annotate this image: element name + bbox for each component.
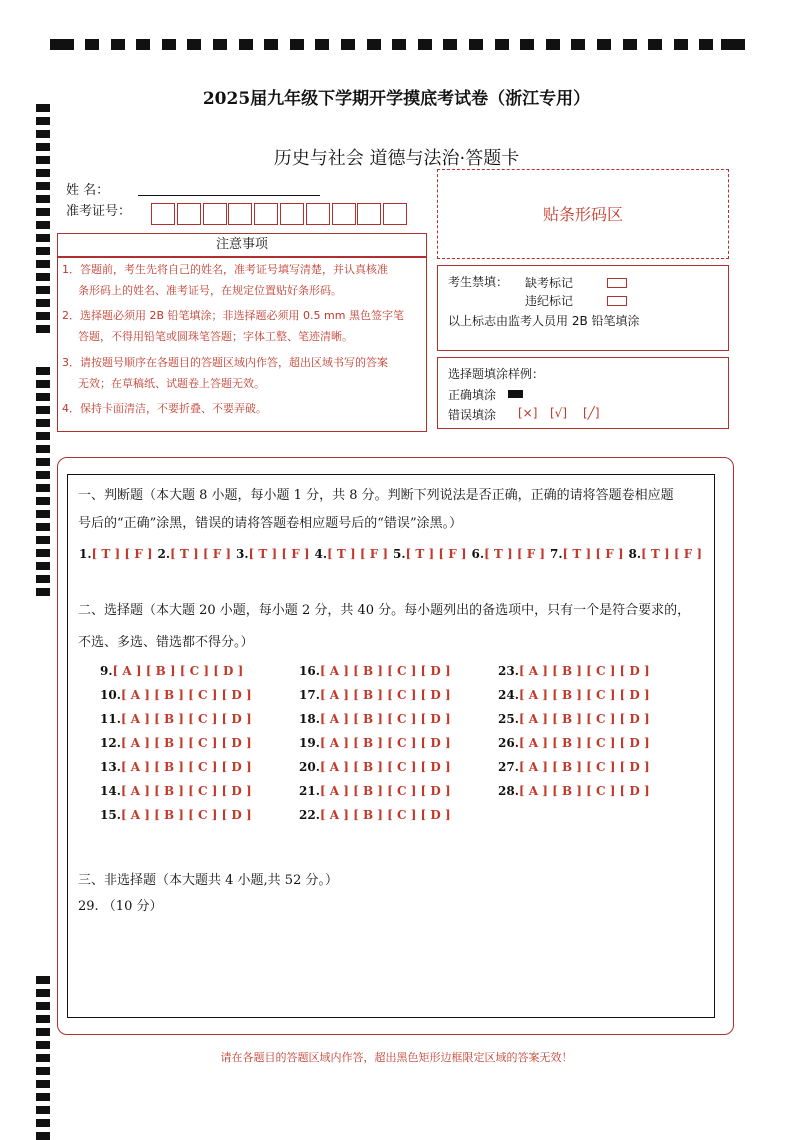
- timing-mark: [213, 39, 227, 50]
- timing-mark: [648, 39, 662, 50]
- mc-item[interactable]: [299, 760, 451, 774]
- mc-item[interactable]: [498, 688, 650, 702]
- timing-mark: [36, 1015, 50, 1023]
- timing-mark: [443, 39, 457, 50]
- id-digit-box[interactable]: [228, 203, 252, 225]
- mc-item[interactable]: [299, 712, 451, 726]
- question-number: 6.: [471, 547, 485, 561]
- mc-options[interactable]: [ A ] [ B ] [ C ] [ D ]: [518, 664, 650, 678]
- timing-mark: [597, 39, 611, 50]
- notice-item: 2．选择题必须用 2B 铅笔填涂；非选择题必须用 0.5 mm 黑色签字笔: [62, 309, 404, 322]
- absent-checkbox[interactable]: [607, 278, 627, 288]
- judge-options[interactable]: [ T ] [ F ]: [170, 547, 232, 561]
- judge-item[interactable]: [550, 547, 624, 561]
- timing-mark: [36, 432, 50, 440]
- question-number: 12.: [100, 736, 121, 750]
- id-digit-box[interactable]: [280, 203, 304, 225]
- timing-mark: [36, 562, 50, 570]
- section1-desc: 号后的“正确”涂黑，错误的请将答题卷相应题号后的“错误”涂黑。）: [78, 516, 463, 531]
- timing-mark: [36, 130, 50, 138]
- judge-options[interactable]: [ T ] [ F ]: [248, 547, 310, 561]
- question-number: 23.: [498, 664, 519, 678]
- question-number: 28.: [498, 784, 519, 798]
- judge-item[interactable]: [79, 547, 153, 561]
- timing-mark: [36, 247, 50, 255]
- notice-item: 无效；在草稿纸、试题卷上答题无效。: [78, 377, 265, 390]
- timing-mark: [36, 380, 50, 388]
- timing-mark: [36, 575, 50, 583]
- timing-mark: [721, 39, 745, 50]
- question-number: 14.: [100, 784, 121, 798]
- mc-options[interactable]: [ A ] [ B ] [ C ] [ D ]: [319, 784, 451, 798]
- notice-item: 答题，不得用铅笔或圆珠笔答题；字体工整、笔迹清晰。: [78, 330, 353, 343]
- timing-mark: [36, 471, 50, 479]
- mc-item[interactable]: [299, 808, 451, 822]
- violate-checkbox[interactable]: [607, 296, 627, 306]
- timing-mark: [495, 39, 509, 50]
- judge-options[interactable]: [ T ] [ F ]: [91, 547, 153, 561]
- mc-item[interactable]: [498, 736, 650, 750]
- mc-item[interactable]: [100, 760, 252, 774]
- notice-item: 3．请按题号顺序在各题目的答题区域内作答，超出区域书写的答案: [62, 356, 388, 369]
- id-digit-box[interactable]: [151, 203, 175, 225]
- timing-mark: [111, 39, 125, 50]
- mc-item[interactable]: [299, 664, 451, 678]
- timing-mark: [36, 1080, 50, 1088]
- mc-item[interactable]: [498, 664, 650, 678]
- question-number: 19.: [299, 736, 320, 750]
- timing-mark: [36, 1119, 50, 1127]
- wrong-mark: [╱]: [583, 406, 600, 420]
- footer-note: 请在各题目的答题区域内作答，超出黑色矩形边框限定区域的答案无效！: [220, 1051, 573, 1064]
- mc-item[interactable]: [299, 688, 451, 702]
- mc-options[interactable]: [ A ] [ B ] [ C ] [ D ]: [319, 736, 451, 750]
- wrong-mark: [×]: [518, 406, 538, 420]
- timing-mark: [36, 536, 50, 544]
- question-number: 17.: [299, 688, 320, 702]
- timing-mark: [264, 39, 278, 50]
- timing-mark: [239, 39, 253, 50]
- notice-item: 1．答题前，考生先将自己的姓名，准考证号填写清楚，并认真核准: [62, 263, 388, 276]
- question-number: 26.: [498, 736, 519, 750]
- timing-mark: [699, 39, 713, 50]
- notice-item: 4．保持卡面清洁，不要折叠、不要弄破。: [62, 402, 267, 415]
- name-label: 姓 名：: [66, 183, 110, 198]
- mc-item[interactable]: [498, 760, 650, 774]
- page-subtitle: 历史与社会 道德与法治·答题卡: [273, 148, 520, 169]
- mc-options[interactable]: [ A ] [ B ] [ C ] [ D ]: [112, 664, 244, 678]
- timing-mark: [315, 39, 329, 50]
- mc-options[interactable]: [ A ] [ B ] [ C ] [ D ]: [319, 760, 451, 774]
- mc-options[interactable]: [ A ] [ B ] [ C ] [ D ]: [518, 784, 650, 798]
- mc-options[interactable]: [ A ] [ B ] [ C ] [ D ]: [120, 808, 252, 822]
- timing-mark: [36, 976, 50, 984]
- section1-desc: 一、判断题（本大题 8 小题，每小题 1 分，共 8 分。判断下列说法是否正确，正确的请将答题卷相应题: [78, 488, 674, 503]
- wrong-label: 错误填涂: [448, 408, 497, 422]
- judge-options[interactable]: [ T ] [ F ]: [484, 547, 546, 561]
- timing-mark: [674, 39, 688, 50]
- mc-options[interactable]: [ A ] [ B ] [ C ] [ D ]: [120, 712, 252, 726]
- timing-mark: [36, 286, 50, 294]
- id-digit-box[interactable]: [357, 203, 381, 225]
- timing-mark: [36, 234, 50, 242]
- mc-options[interactable]: [ A ] [ B ] [ C ] [ D ]: [319, 688, 451, 702]
- notice-item: 条形码上的姓名、准考证号，在规定位置贴好条形码。: [78, 284, 342, 297]
- id-digit-box[interactable]: [383, 203, 407, 225]
- mc-options[interactable]: [ A ] [ B ] [ C ] [ D ]: [319, 808, 451, 822]
- id-digit-box[interactable]: [332, 203, 356, 225]
- mc-item[interactable]: [100, 664, 243, 678]
- judge-options[interactable]: [ T ] [ F ]: [562, 547, 624, 561]
- timing-mark: [36, 989, 50, 997]
- mc-options[interactable]: [ A ] [ B ] [ C ] [ D ]: [518, 760, 650, 774]
- judge-item[interactable]: [472, 547, 546, 561]
- mc-item[interactable]: [299, 784, 451, 798]
- timing-mark: [36, 1041, 50, 1049]
- filled-sample: [508, 390, 523, 398]
- judge-item[interactable]: [393, 547, 467, 561]
- section3-title: 三、非选择题（本大题共 4 小题,共 52 分。）: [78, 873, 338, 888]
- timing-mark: [136, 39, 150, 50]
- timing-mark: [546, 39, 560, 50]
- judge-item[interactable]: [315, 547, 389, 561]
- question-number: 11.: [100, 712, 121, 726]
- id-digit-box[interactable]: [177, 203, 201, 225]
- violate-label: 违纪标记: [525, 294, 574, 308]
- question-number: 22.: [299, 808, 320, 822]
- mc-item[interactable]: [100, 784, 252, 798]
- id-digit-box[interactable]: [306, 203, 330, 225]
- mc-item[interactable]: [299, 736, 451, 750]
- question-number: 1.: [79, 547, 92, 561]
- question-number: 7.: [550, 547, 563, 561]
- timing-mark: [36, 419, 50, 427]
- timing-mark: [36, 1028, 50, 1036]
- correct-label: 正确填涂: [448, 388, 497, 402]
- mc-options[interactable]: [ A ] [ B ] [ C ] [ D ]: [120, 736, 252, 750]
- question-number: 24.: [498, 688, 519, 702]
- mc-options[interactable]: [ A ] [ B ] [ C ] [ D ]: [120, 688, 252, 702]
- id-digit-box[interactable]: [203, 203, 227, 225]
- mc-options[interactable]: [ A ] [ B ] [ C ] [ D ]: [518, 688, 650, 702]
- timing-mark: [36, 221, 50, 229]
- timing-mark: [36, 458, 50, 466]
- timing-mark: [36, 1106, 50, 1114]
- notice-title: 注意事项: [57, 233, 427, 257]
- timing-mark: [36, 312, 50, 320]
- timing-mark: [36, 406, 50, 414]
- id-digit-box[interactable]: [254, 203, 278, 225]
- name-field[interactable]: [138, 194, 320, 196]
- timing-mark: [36, 299, 50, 307]
- timing-mark: [392, 39, 406, 50]
- barcode-area: [437, 169, 729, 259]
- question-number: 4.: [314, 547, 328, 561]
- question-number: 10.: [100, 688, 121, 702]
- timing-mark: [36, 169, 50, 177]
- timing-mark: [418, 39, 432, 50]
- timing-mark: [341, 39, 355, 50]
- timing-mark: [520, 39, 534, 50]
- timing-mark: [469, 39, 483, 50]
- id-label: 准考证号：: [66, 204, 132, 219]
- question-number: 13.: [100, 760, 121, 774]
- timing-mark: [367, 39, 381, 50]
- question-29: 29. （10 分）: [78, 899, 163, 914]
- absent-label: 缺考标记: [525, 276, 574, 290]
- mc-options[interactable]: [ A ] [ B ] [ C ] [ D ]: [518, 712, 650, 726]
- question-number: 16.: [299, 664, 320, 678]
- timing-mark: [36, 117, 50, 125]
- mc-options[interactable]: [ A ] [ B ] [ C ] [ D ]: [319, 712, 451, 726]
- judge-options[interactable]: [ T ] [ F ]: [327, 547, 389, 561]
- timing-mark: [36, 325, 50, 333]
- timing-mark: [36, 182, 50, 190]
- mc-item[interactable]: [100, 688, 252, 702]
- timing-mark: [36, 549, 50, 557]
- timing-mark: [36, 367, 50, 375]
- question-number: 21.: [299, 784, 320, 798]
- forbid-note: 以上标志由监考人员用 2B 铅笔填涂: [448, 314, 640, 328]
- mc-options[interactable]: [ A ] [ B ] [ C ] [ D ]: [120, 784, 252, 798]
- judge-options[interactable]: [ T ] [ F ]: [641, 547, 703, 561]
- timing-mark: [36, 393, 50, 401]
- timing-mark: [36, 497, 50, 505]
- mc-item[interactable]: [100, 808, 252, 822]
- section2-desc: 二、选择题（本大题 20 小题，每小题 2 分，共 40 分。每小题列出的备选项中，只有一个是符合要求的，: [78, 603, 691, 618]
- mc-options[interactable]: [ A ] [ B ] [ C ] [ D ]: [518, 736, 650, 750]
- question-number: 15.: [100, 808, 121, 822]
- mc-item[interactable]: [498, 712, 650, 726]
- mc-options[interactable]: [ A ] [ B ] [ C ] [ D ]: [120, 760, 252, 774]
- wrong-mark: [√]: [550, 406, 568, 420]
- timing-mark: [36, 445, 50, 453]
- timing-mark: [36, 195, 50, 203]
- timing-mark: [162, 39, 176, 50]
- judge-item[interactable]: [158, 547, 232, 561]
- timing-mark: [36, 1093, 50, 1101]
- timing-mark: [85, 39, 99, 50]
- sample-title: 选择题填涂样例：: [448, 367, 545, 381]
- timing-mark: [571, 39, 585, 50]
- judge-item[interactable]: [236, 547, 310, 561]
- timing-mark: [36, 208, 50, 216]
- section2-desc: 不选、多选、错选都不得分。）: [78, 635, 254, 650]
- timing-mark: [36, 1132, 50, 1140]
- mc-options[interactable]: [ A ] [ B ] [ C ] [ D ]: [319, 664, 451, 678]
- mc-item[interactable]: [100, 736, 252, 750]
- question-number: 20.: [299, 760, 320, 774]
- page-title: 2025届九年级下学期开学摸底考试卷（浙江专用）: [202, 89, 591, 109]
- question-number: 8.: [628, 547, 642, 561]
- question-number: 27.: [498, 760, 519, 774]
- question-number: 3.: [236, 547, 249, 561]
- judge-item[interactable]: [629, 547, 703, 561]
- barcode-label: 贴条形码区: [542, 205, 623, 224]
- timing-mark: [36, 1002, 50, 1010]
- judge-options[interactable]: [ T ] [ F ]: [405, 547, 467, 561]
- question-number: 9.: [100, 664, 113, 678]
- forbid-label: 考生禁填：: [448, 275, 509, 289]
- question-number: 25.: [498, 712, 519, 726]
- timing-mark: [36, 484, 50, 492]
- timing-mark: [36, 510, 50, 518]
- timing-mark: [623, 39, 637, 50]
- question-number: 18.: [299, 712, 320, 726]
- mc-item[interactable]: [498, 784, 650, 798]
- timing-mark: [36, 260, 50, 268]
- timing-mark: [50, 39, 74, 50]
- timing-mark: [36, 273, 50, 281]
- timing-mark: [36, 1067, 50, 1075]
- timing-mark: [187, 39, 201, 50]
- timing-mark: [36, 523, 50, 531]
- timing-mark: [290, 39, 304, 50]
- mc-item[interactable]: [100, 712, 252, 726]
- question-number: 2.: [157, 547, 171, 561]
- question-number: 5.: [393, 547, 406, 561]
- timing-mark: [36, 588, 50, 596]
